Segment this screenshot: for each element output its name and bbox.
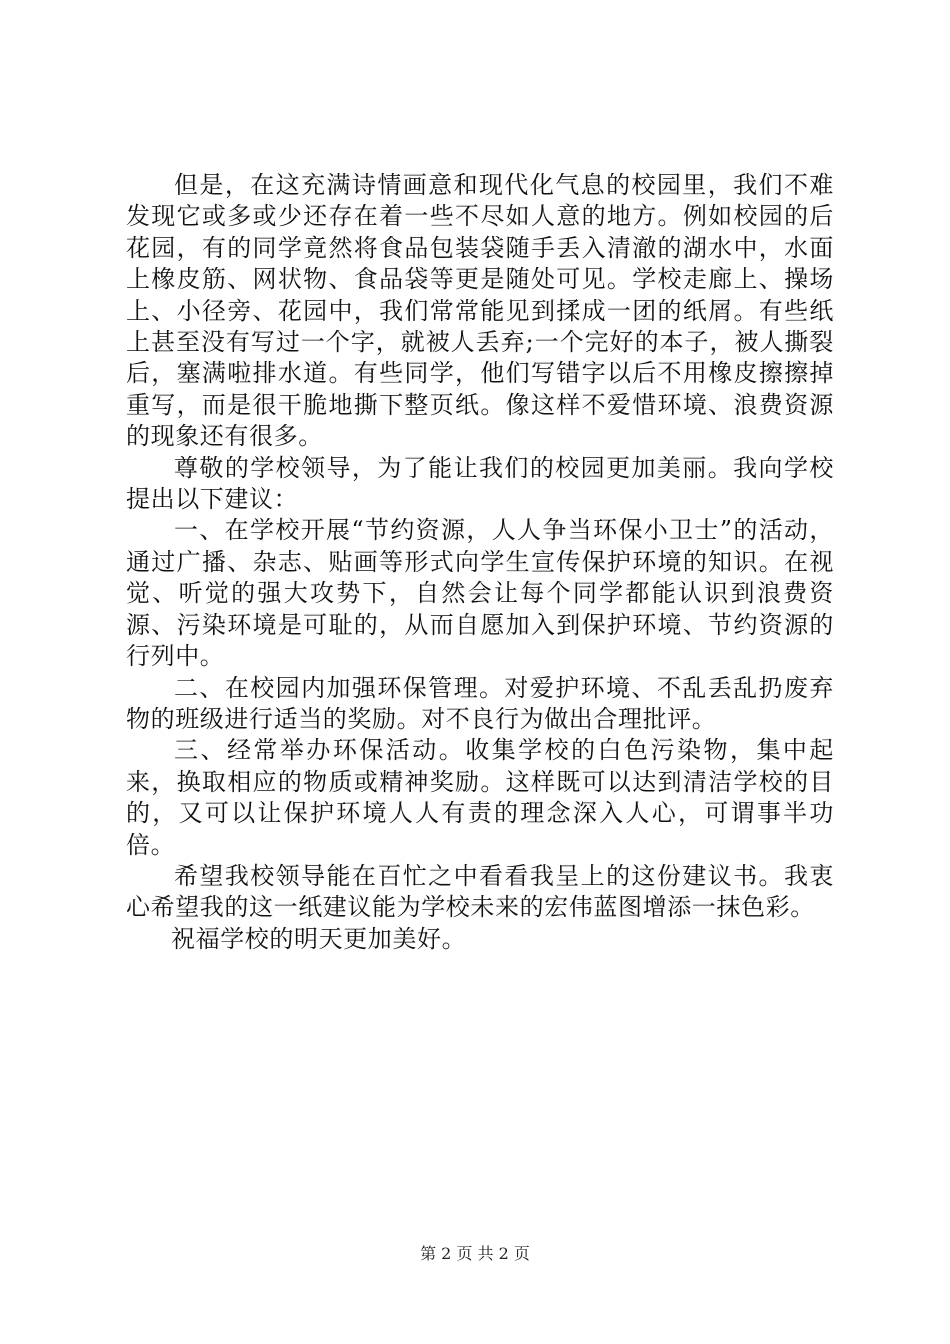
document-body (126, 170, 834, 955)
paragraph-suggestion-2: 二、在校园内加强环保管理。对爱护环境、不乱丢乱扔废弃物的班级进行适当的奖励。对不良行为做出合理批评。 (126, 673, 834, 733)
paragraph-closing: 祝福学校的明天更加美好。 (171, 924, 467, 953)
page-number-footer: 第 2 页 共 2 页 (420, 1244, 530, 1263)
paragraph-observations: 但是，在这充满诗情画意和现代化气息的校园里，我们不难发现它或多或少还存在着一些不尽如人意的地方。例如校园的后花园，有的同学竟然将食品包装袋随手丢入清澈的湖水中，水面上橡皮筋、网状物、食品袋等更是随处可见。学校走廊上、操场上、小径旁、花园中，我们常常能见到揉成一团的纸屑。有些纸上甚至没有写过一个字，就被人丢弃;一个完好的本子，被人撕裂后，塞满啦排水道。有些同学，他们写错字以后不用橡皮擦擦掉重写，而是很干脆地撕下整页纸。像这样不爱惜环境、浪费资源的现象还有很多。 (126, 171, 834, 451)
paragraph-suggestion-3: 三、经常举办环保活动。收集学校的白色污染物，集中起来，换取相应的物质或精神奖励。这样既可以达到清洁学校的目的，又可以让保护环境人人有责的理念深入人心，可谓事半功倍。 (126, 736, 834, 859)
paragraph-suggestion-1: 一、在学校开展“节约资源，人人争当环保小卫士”的活动，通过广播、杂志、贴画等形式向学生宣传保护环境的知识。在视觉、听觉的强大攻势下，自然会让每个同学都能认识到浪费资源、污染环境是可耻的，从而自愿加入到保护环境、节约资源的行列中。 (126, 516, 834, 671)
paragraph-hope: 希望我校领导能在百忙之中看看我呈上的这份建议书。我衷心希望我的这一纸建议能为学校未来的宏伟蓝图增添一抹色彩。 (126, 861, 834, 922)
paragraph-address: 尊敬的学校领导，为了能让我们的校园更加美丽。我向学校提出以下建议： (126, 453, 834, 514)
